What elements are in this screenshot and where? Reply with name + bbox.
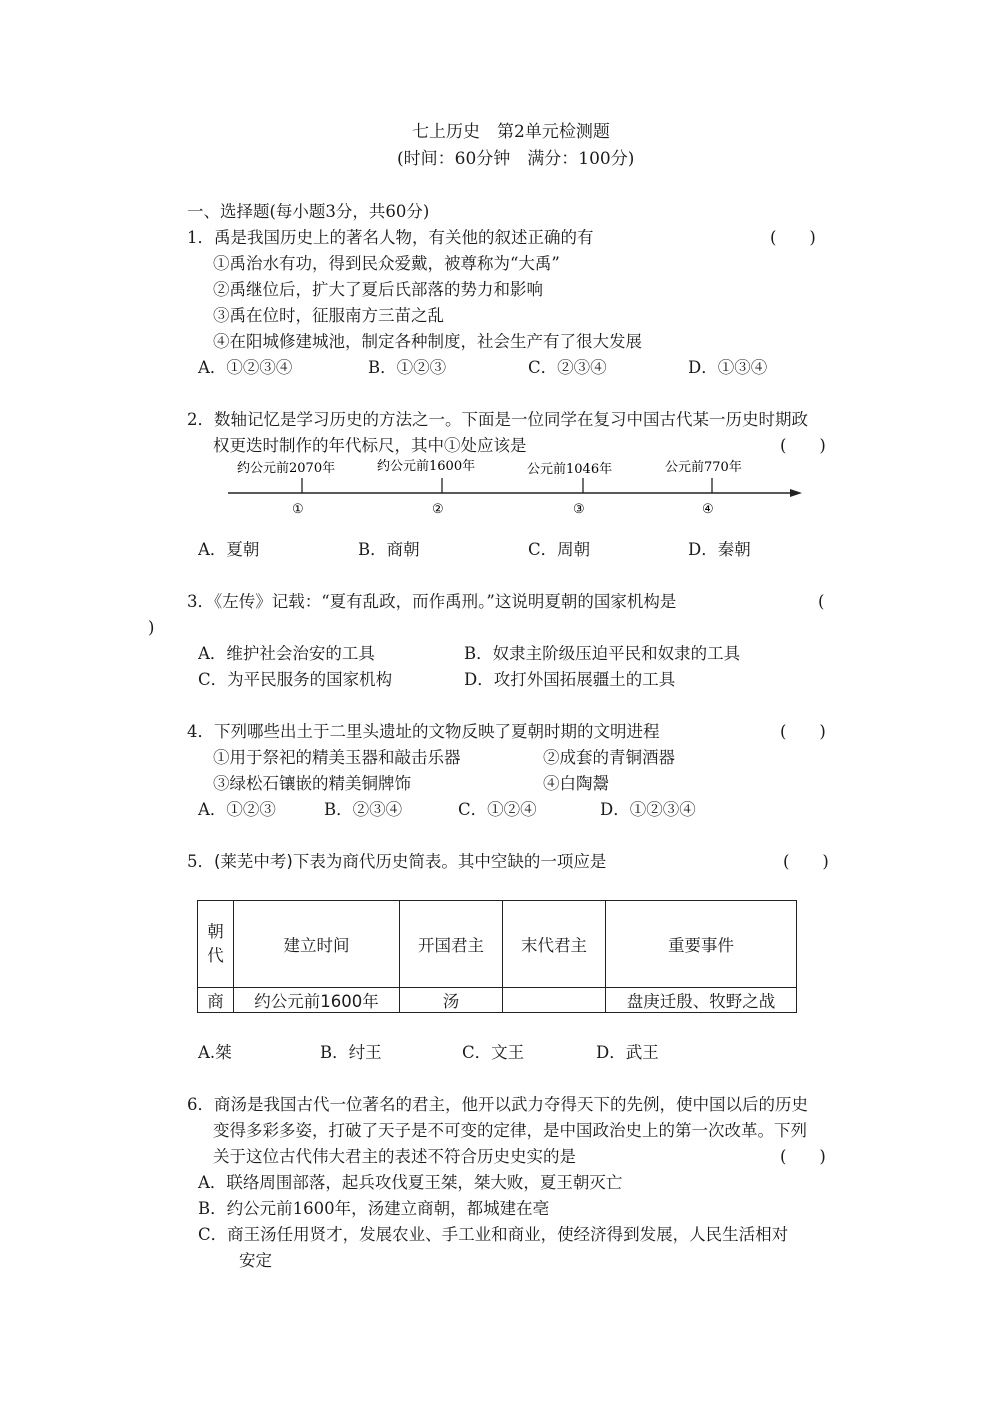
q6-stem-line: 关于这位古代伟大君主的表述不符合历史史实的是 [213, 1147, 576, 1166]
page-subtitle: (时间：60分钟 满分：100分) [397, 149, 635, 169]
table-cell: 商 [198, 988, 234, 1013]
timeline-label: 公元前770年 [665, 460, 742, 475]
q5-stem-prefix: 5． [187, 852, 214, 871]
table-header-cell: 重要事件 [606, 901, 797, 988]
q1-answer-paren: ( ) [770, 228, 816, 247]
q3-option-d[interactable]: D．攻打外国拓展疆土的工具 [464, 670, 676, 689]
table-row [198, 988, 797, 1013]
table-header-row [198, 901, 797, 988]
q2-stem-line2: 权更迭时制作的年代标尺，其中①处应该是 [213, 436, 527, 455]
q1-item: ④在阳城修建城池，制定各种制度，社会生产有了很大发展 [213, 332, 642, 351]
q6-option-c-continued: 安定 [239, 1251, 272, 1270]
q4-option-a[interactable]: A．①②③ [198, 800, 276, 819]
q3-stem: 3．《左传》记载：“夏有乱政，而作禹刑。”这说明夏朝的国家机构是 [187, 592, 677, 611]
table-header-cell: 开国君主 [400, 901, 503, 988]
q6-option-c[interactable]: C．商王汤任用贤才，发展农业、手工业和商业，使经济得到发展，人民生活相对 [198, 1225, 789, 1244]
timeline-label: 约公元前2070年 [237, 461, 336, 476]
timeline-mark: ② [432, 502, 444, 517]
q2-option-d[interactable]: D．秦朝 [688, 540, 751, 559]
q2-stem-line1: 2．数轴记忆是学习历史的方法之一。下面是一位同学在复习中国古代某一历史时期政 [187, 410, 808, 429]
q3-option-a[interactable]: A．维护社会治安的工具 [198, 644, 375, 663]
q4-option-c[interactable]: C．①②④ [458, 800, 537, 819]
page-title: 七上历史 第2单元检测题 [412, 122, 610, 142]
table-cell: 盘庚迁殷、牧野之战 [606, 988, 797, 1013]
timeline-mark: ④ [702, 502, 714, 517]
q3-option-c[interactable]: C．为平民服务的国家机构 [198, 670, 393, 689]
q4-item: ②成套的青铜酒器 [543, 748, 675, 767]
q2-option-a[interactable]: A．夏朝 [198, 540, 260, 559]
q1-option-a[interactable]: A．①②③④ [198, 358, 293, 377]
q3-paren-open: ( [818, 592, 825, 611]
q5-answer-paren: ( ) [783, 852, 829, 871]
q3-option-b[interactable]: B．奴隶主阶级压迫平民和奴隶的工具 [464, 644, 741, 663]
q6-stem-line: 变得多彩多姿，打破了天子是不可变的定律，是中国政治史上的第一次改革。下列 [213, 1121, 807, 1140]
q4-item: ①用于祭祀的精美玉器和敲击乐器 [213, 748, 461, 767]
q1-item: ②禹继位后，扩大了夏后氏部落的势力和影响 [213, 280, 543, 299]
q5-stem [187, 854, 606, 871]
q5-option-a[interactable]: A.桀 [198, 1043, 232, 1062]
q5-source: (莱芜中考) [214, 852, 293, 871]
timeline-label: 公元前1046年 [527, 462, 613, 477]
q4-stem: 4．下列哪些出土于二里头遗址的文物反映了夏朝时期的文明进程 [187, 722, 660, 741]
q5-option-c[interactable]: C．文王 [462, 1043, 525, 1062]
table-cell: 约公元前1600年 [234, 988, 400, 1013]
table-header-cell: 末代君主 [503, 901, 606, 988]
q5-table [197, 900, 797, 1013]
q1-option-b[interactable]: B．①②③ [368, 358, 447, 377]
q2-answer-paren: ( ) [780, 436, 826, 455]
q1-option-d[interactable]: D．①③④ [688, 358, 768, 377]
q4-answer-paren: ( ) [780, 722, 826, 741]
q4-option-b[interactable]: B．②③④ [324, 800, 403, 819]
q1-option-c[interactable]: C．②③④ [528, 358, 607, 377]
q6-answer-paren: ( ) [780, 1147, 826, 1166]
q4-item: ④白陶鬶 [543, 774, 609, 793]
q6-option-b[interactable]: B．约公元前1600年，汤建立商朝，都城建在亳 [198, 1199, 550, 1218]
timeline-mark: ③ [573, 502, 585, 517]
timeline-mark: ① [292, 502, 304, 517]
q5-option-b[interactable]: B．纣王 [320, 1043, 382, 1062]
q1-item: ③禹在位时，征服南方三苗之乱 [213, 306, 444, 325]
table-header-cell: 朝代 [198, 901, 234, 988]
table-cell: 汤 [400, 988, 503, 1013]
q1-item: ①禹治水有功，得到民众爱戴，被尊称为“大禹” [213, 254, 560, 273]
q2-timeline [220, 455, 810, 520]
timeline-label: 约公元前1600年 [377, 459, 476, 474]
q6-stem-line: 6．商汤是我国古代一位著名的君主，他开以武力夺得天下的先例，使中国以后的历史 [187, 1095, 808, 1114]
q2-option-b[interactable]: B．商朝 [358, 540, 420, 559]
q2-option-c[interactable]: C．周朝 [528, 540, 591, 559]
table-cell-blank [503, 988, 606, 1013]
q4-item: ③绿松石镶嵌的精美铜牌饰 [213, 774, 411, 793]
q4-option-d[interactable]: D．①②③④ [600, 800, 696, 819]
q3-paren-close: ) [148, 618, 155, 637]
q1-stem: 1．禹是我国历史上的著名人物，有关他的叙述正确的有 [187, 228, 594, 247]
q5-stem-rest: 下表为商代历史简表。其中空缺的一项应是 [292, 852, 607, 871]
timeline-arrow [790, 489, 802, 497]
q6-option-a[interactable]: A．联络周围部落，起兵攻伐夏王桀，桀大败，夏王朝灭亡 [198, 1173, 623, 1192]
table-header-cell: 建立时间 [234, 901, 400, 988]
section-heading: 一、选择题(每小题3分，共60分) [187, 202, 430, 221]
q5-option-d[interactable]: D．武王 [596, 1043, 659, 1062]
